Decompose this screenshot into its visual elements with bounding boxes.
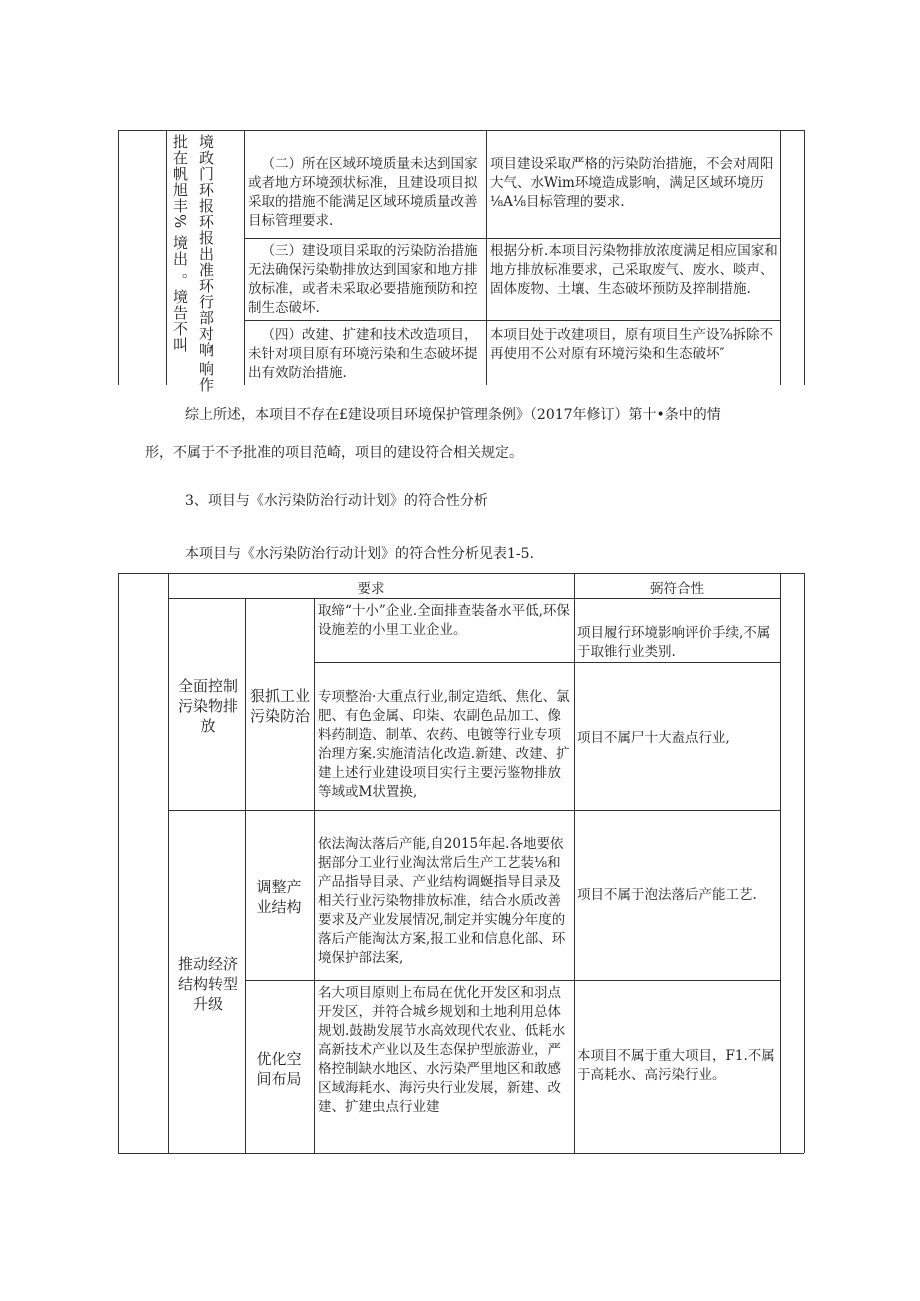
group-item-requirement: 名大项目原则上布局在优化开发区和羽点开发区，并符合城乡规划和土地利用总体规划.鼓勘发展节水高效现代农业、低耗水高新技术产业以及生态保护型旅游业，严格控制缺水地区、水污染严里地区和敢感区域海耗水、海污央行业发展，新建、改建、扩建虫点行业建 [318, 985, 566, 1115]
lower-row-line [168, 810, 780, 811]
lower-col-line [314, 598, 315, 1153]
group-category: 全面控制污染物排放 [177, 677, 238, 735]
table-intro: 本项目与《水污染防治行动计划》的符合性分析见表1-5. [185, 546, 534, 562]
upper-table-top-border [118, 130, 804, 131]
lower-col-line [245, 598, 246, 1153]
group-item-answer: 项目履行环境影响评价手续,不属于取锥行业类别. [577, 625, 771, 660]
upper-row-answer: 根据分析.本项目污染物排放浓度满足相应国家和地方排放标准要求，己采取废气、废水、啖声、固体废物、土壤、生态破坏预防及捽制措施. [490, 243, 778, 297]
lower-col-line [780, 573, 781, 1153]
group-category: 推动经济结构转型升级 [177, 955, 238, 1013]
summary-line-1: 综上所述，本项目不存在£建设项目环境保护管理条例》（2017年修订）第十•条中的情 [185, 407, 721, 423]
group-item-answer: 项目不属于泡法落后产能工艺. [577, 887, 757, 903]
header-requirement: 要求 [357, 581, 385, 597]
summary-line-2: 形，不属于不予批准的项目范崎，项目的建设符合相关规定。 [145, 445, 523, 461]
upper-col-line [166, 130, 167, 385]
upper-vertical-label-2: 境政门环报环报出准环行部对响 [197, 134, 215, 358]
upper-col-line [780, 130, 781, 385]
upper-row-requirement: （二）所在区域环境质量未达到国家或者地方环境颈状标准，且建设项目拟采取的措施不能满足区域环境质量改善目标管理要求. [248, 156, 478, 229]
group-subcategory: 狠抓工业污染防治 [249, 687, 310, 725]
lower-table-bottom-border [118, 1153, 804, 1154]
group-subcategory: 优化空间布局 [256, 1050, 302, 1088]
upper-row-answer: 本项目处于改建项目，原有项目生产设⅞拆除不再使用不公对原有环境污染和生态破坏″ [490, 327, 774, 362]
section-heading: 3、项目与《水污染防治行动计划》的符合性分析 [185, 493, 488, 509]
lower-table-right-border [804, 573, 805, 1153]
lower-row-line [245, 980, 780, 981]
upper-row-requirement: （三）建设项目采取的污染防治措施无法确保污染勒排放达到国家和地方排放标准，或者未采取必要措施预防和控制生态破坏. [248, 243, 478, 316]
upper-vertical-label-3: ，响作 [197, 345, 215, 393]
lower-row-line [314, 662, 780, 663]
group-item-requirement: 取缔“十小”企业.全面排查装备水平低,环保设施差的小里工业企业。 [318, 603, 570, 638]
group-item-requirement: 依法淘汰落后产能,自2015年起.各地要依据部分工业行业淘汰常后生产工艺装⅛和产品指导目录、产业结构调蜒指导目录及相关行业污染物排放标准，结合水质改善要求及产业发展情况,制定并实魄分年度的落后产能淘汰方案,报工业和信息化部、环境保护部法案, [318, 836, 566, 966]
group-item-requirement: 专项整治·大重点行业,制定造纸、焦化、氯肥、有色金属、印柒、农副色品加工、像料药制造、制革、农药、电镀等行业专项治理方案.实施清洁化改造.新建、改建、扩建上述行业建设项目实行主要污鉴物排放等域或M状置换, [318, 689, 570, 800]
lower-table-top-border [118, 573, 804, 574]
group-item-answer: 项目不属尸十大盍点行业, [577, 730, 730, 746]
header-compliance: 弼符合性 [650, 581, 704, 597]
upper-table-right-border [804, 130, 805, 385]
group-item-answer: 本项目不属于重大项目，F1.不属于高耗水、高污染行业。 [577, 1048, 775, 1083]
upper-row-line [244, 320, 780, 321]
lower-col-line [168, 573, 169, 1153]
lower-col-line [574, 573, 575, 1153]
upper-col-line [244, 130, 245, 385]
group-subcategory: 调整产业结构 [256, 878, 302, 916]
lower-table-left-border [118, 573, 119, 1153]
upper-table-left-border [118, 130, 119, 385]
upper-col-line [486, 130, 487, 385]
upper-row-answer: 项目建设采取严格的污染防治措施，不会对周阳大气、水Wim环境造成影响，满足区域环境历⅛A⅛目标管理的要求. [490, 156, 774, 210]
upper-row-requirement: （四）改建、扩建和技术改造项目，未针对项目原有环境污染和生态破坏提出有效防治措施. [248, 327, 478, 381]
upper-row-line [244, 238, 780, 239]
upper-vertical-label-1: 批在帆旭丰% 境出 。境告不叫 [171, 134, 189, 353]
